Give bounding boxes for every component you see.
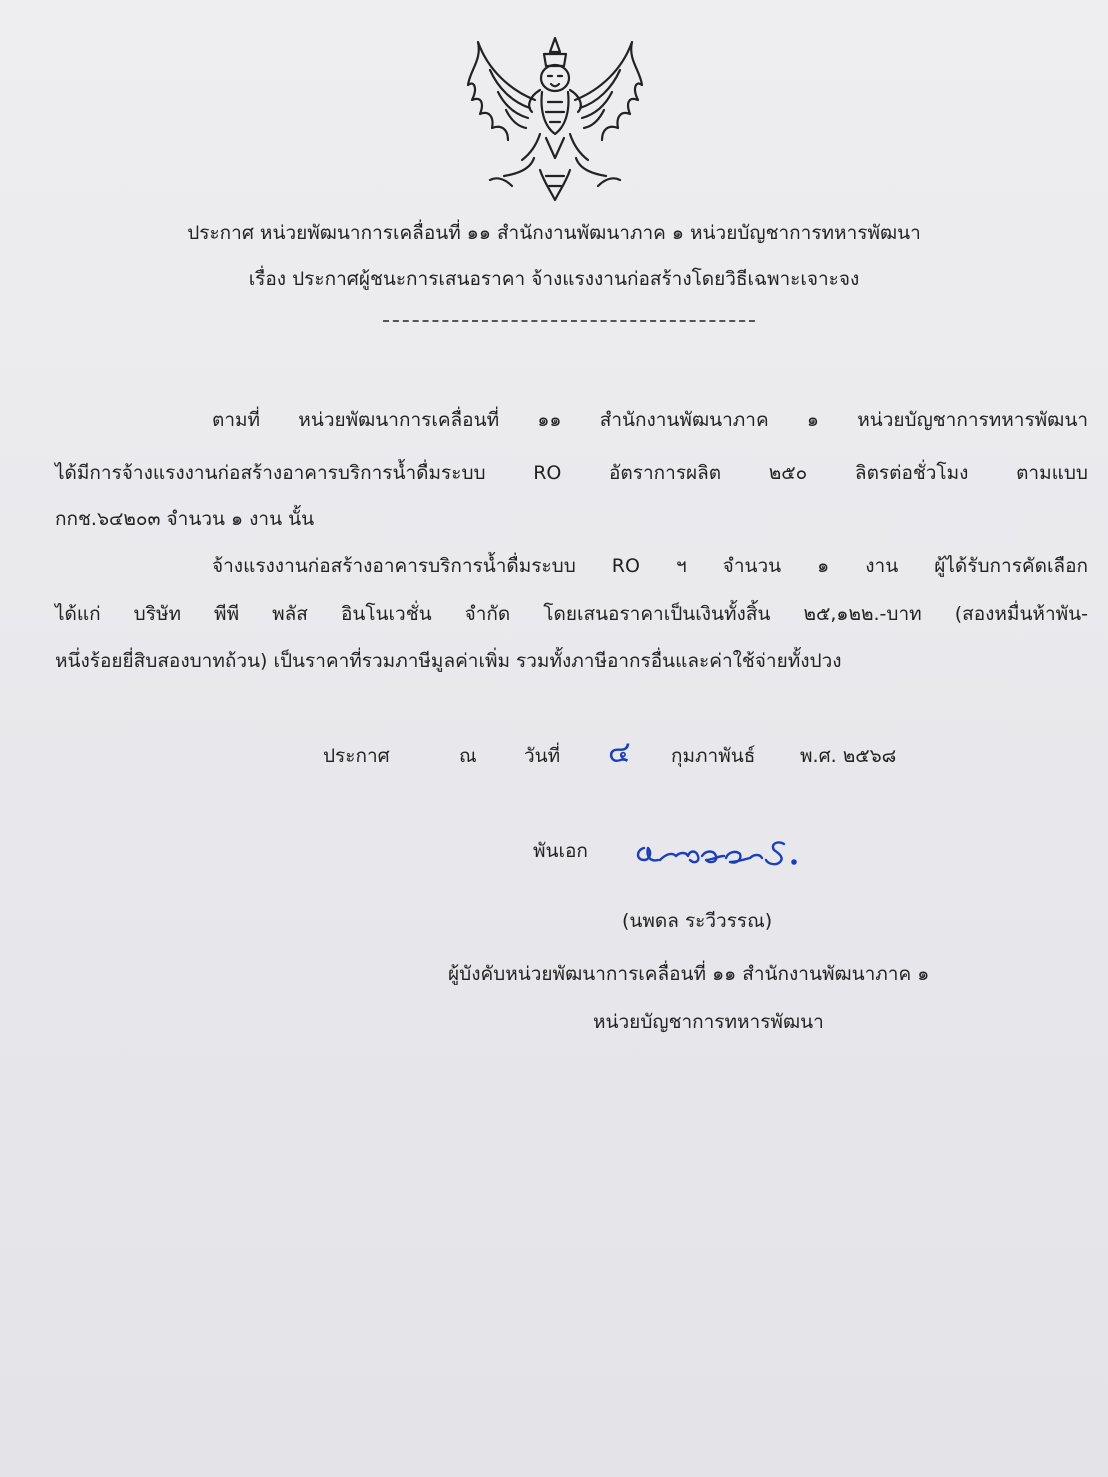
- signer-position-line-2: หน่วยบัญชาการทหารพัฒนา: [593, 1011, 824, 1033]
- date-day-handwritten: ๔: [608, 735, 631, 770]
- signer-rank: พันเอก: [533, 840, 588, 862]
- paragraph-1-line-2: ได้มีการจ้างแรงงานก่อสร้างอาคารบริการน้ำดื่มระบบ RO อัตราการผลิต ๒๕๐ ลิตรต่อชั่วโมง ตามแบบ: [55, 462, 1088, 484]
- date-announce-label: ประกาศ: [323, 745, 390, 767]
- date-year: พ.ศ. ๒๕๖๘: [800, 745, 897, 767]
- paragraph-2-line-3: หนึ่งร้อยยี่สิบสองบาทถ้วน) เป็นราคาที่รวมภาษีมูลค่าเพิ่ม รวมทั้งภาษีอากรอื่นและค่าใช้จ่ายทั้งปวง: [55, 650, 842, 672]
- paragraph-1-line-1: ตามที่ หน่วยพัฒนาการเคลื่อนที่ ๑๑ สำนักงานพัฒนาภาค ๑ หน่วยบัญชาการทหารพัฒนา: [212, 409, 1088, 431]
- date-day-label: วันที่: [524, 745, 561, 767]
- document-subject: เรื่อง ประกาศผู้ชนะการเสนอราคา จ้างแรงงานก่อสร้างโดยวิธีเฉพาะเจาะจง: [248, 268, 860, 290]
- document-title: ประกาศ หน่วยพัฒนาการเคลื่อนที่ ๑๑ สำนักงานพัฒนาภาค ๑ หน่วยบัญชาการทหารพัฒนา: [187, 222, 921, 244]
- header-divider: [383, 320, 755, 322]
- signer-position-line-1: ผู้บังคับหน่วยพัฒนาการเคลื่อนที่ ๑๑ สำนักงานพัฒนาภาค ๑: [448, 963, 930, 985]
- date-at-label: ณ: [459, 745, 477, 767]
- date-month: กุมภาพันธ์: [671, 745, 756, 767]
- paragraph-2-line-1: จ้างแรงงานก่อสร้างอาคารบริการน้ำดื่มระบบ RO ฯ จำนวน ๑ งาน ผู้ได้รับการคัดเลือก: [212, 555, 1088, 577]
- paragraph-2-line-2: ได้แก่ บริษัท พีพี พลัส อินโนเวชั่น จำกัด โดยเสนอราคาเป็นเงินทั้งสิ้น ๒๕,๑๒๒.-บาท (สองหมื่นห้าพัน-: [55, 603, 1088, 625]
- garuda-emblem-icon: [460, 30, 650, 210]
- paragraph-1-line-3: กกช.๖๔๒๐๓ จำนวน ๑ งาน นั้น: [55, 508, 315, 530]
- signer-name: (นพดล ระวีวรรณ): [622, 910, 773, 932]
- handwritten-signature: [632, 826, 822, 876]
